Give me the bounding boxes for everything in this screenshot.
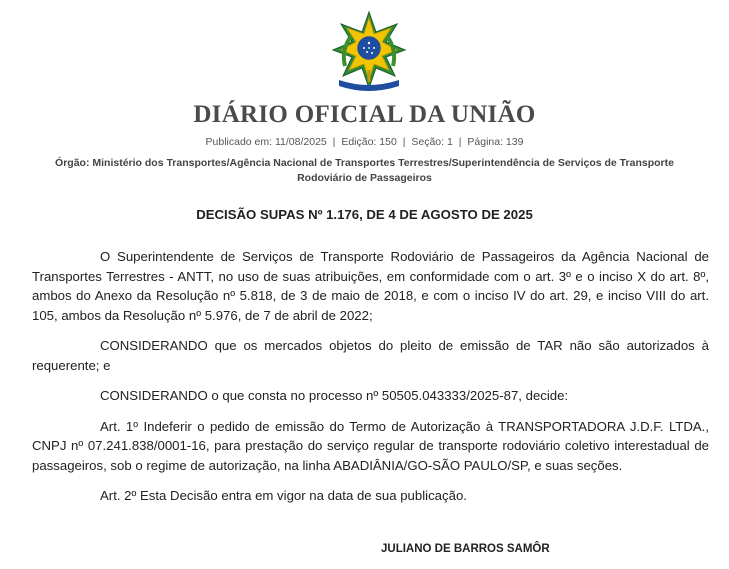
paragraph-preamble: O Superintendente de Serviços de Transporte Rodoviário de Passageiros da Agência Nacional de Transportes Terrestres - ANTT, no uso de suas atribuições, em conformidade com o art. 3º e o inciso X do art. 8º, ambos do Anexo da Resolução nº 5.818, de 3 de maio de 2018, e com o inciso IV do art. 29, e inciso VIII do art. 105, ambos da Resolução nº 5.976, de 7 de abril de 2022; xyxy=(32,249,709,323)
newspaper-masthead: DIÁRIO OFICIAL DA UNIÃO xyxy=(193,101,536,128)
edition-number: Edição: 150 xyxy=(341,136,397,148)
separator: | xyxy=(458,136,462,148)
page-number: Página: 139 xyxy=(467,136,524,148)
separator: | xyxy=(402,136,406,148)
section-number: Seção: 1 xyxy=(411,136,453,148)
separator: | xyxy=(332,136,336,148)
paragraph-considerando-2: CONSIDERANDO o que consta no processo nº 50505.043333/2025-87, decide: xyxy=(100,388,569,403)
publication-date: Publicado em: 11/08/2025 xyxy=(205,136,327,148)
document-body xyxy=(32,247,709,517)
issuing-body-label: Órgão: xyxy=(55,157,90,169)
issuing-body-value: Ministério dos Transportes/Agência Nacional de Transportes Terrestres/Superintendência de Serviços de Transporte Rodoviário de Passageiros xyxy=(92,157,674,184)
paragraph-article-2: Art. 2º Esta Decisão entra em vigor na data de sua publicação. xyxy=(100,488,467,503)
signatory-name: JULIANO DE BARROS SAMÔR xyxy=(381,543,550,555)
paragraph-article-1: Art. 1º Indeferir o pedido de emissão do Termo de Autorização à TRANSPORTADORA J.D.F. LTDA., CNPJ nº 07.241.838/0001-16, para prestação do serviço regular de transporte rodoviário coletivo interestadual de passageiros, sob o regime de autorização, na linha ABADIÂNIA/GO-SÃO PAULO/SP, e suas seções. xyxy=(32,418,709,473)
paragraph-considerando-1: CONSIDERANDO que os mercados objetos do pleito de emissão de TAR não são autorizados à requerente; e xyxy=(32,338,709,373)
coat-of-arms-brazil-icon xyxy=(331,10,407,92)
issuing-body xyxy=(40,156,689,186)
publication-info xyxy=(0,136,729,148)
document-title: DECISÃO SUPAS Nº 1.176, DE 4 DE AGOSTO DE 2025 xyxy=(196,207,533,222)
